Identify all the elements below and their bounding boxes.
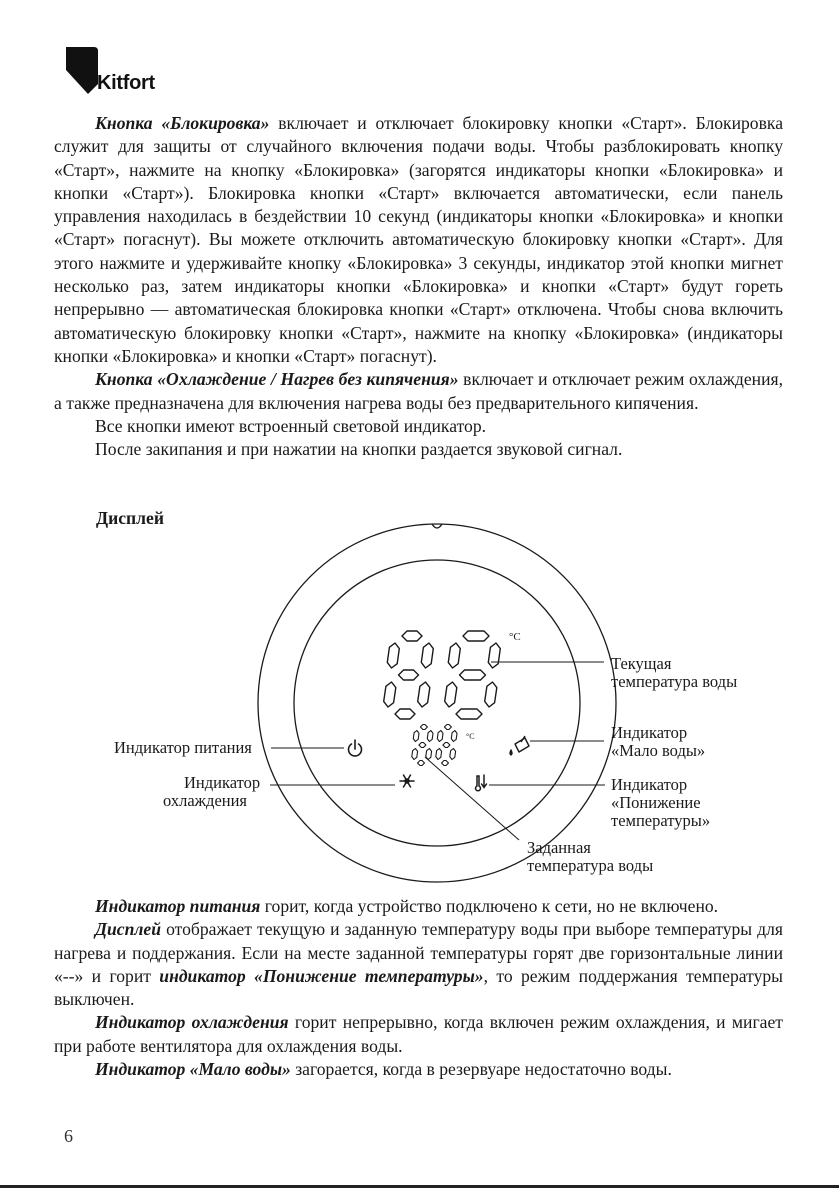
temperature-down-icon [476,775,487,791]
small-digit-1-segment [419,743,426,748]
small-digit-1-segment [413,731,419,742]
low-water-icon [510,736,529,755]
top-notch [432,524,442,528]
small-digit-2-segment [451,731,457,742]
paragraph-cooling-button: Кнопка «Охлаждение / Нагрев без кипячения» включает и отключает режим охлаждения, а также предназначена для включения нагрева воды без предварительного кипячения. [54,369,783,413]
page-number: 6 [64,1126,73,1146]
label-temp-down-3: температуры» [611,811,711,830]
brand-name: Kitfort [97,72,155,94]
label-temp-down-2: «Понижение [611,793,701,812]
label-set-temp-2: температура воды [527,856,654,875]
display-inner-ring [294,560,580,846]
small-digit-2-segment [436,749,442,760]
small-digit-2-segment [444,725,451,730]
big-digit-2-segment [448,643,460,668]
big-digit-1-segment [402,631,422,641]
bottom-paragraph: Индикатор «Мало воды» загорается, когда в резервуаре недостаточно воды. [95,1059,672,1080]
current-temperature-digits [384,631,501,719]
leader-set-temp [425,757,519,840]
big-digit-2-segment [488,643,500,668]
power-icon [349,740,362,756]
small-digit-2-segment [450,749,456,760]
bottom-paragraph: Индикатор охлаждения горит непрерывно, когда включен режим охлаждения, и мигает при работе вентилятора для охлаждения воды. [54,1012,783,1056]
small-digit-1-segment [412,749,418,760]
paragraph-lock-button: Кнопка «Блокировка» включает и отключает блокировку кнопки «Старт». Блокировка служит для защиты от случайного включения подачи воды. Чтобы разблокировать кнопку «Старт», нажмите на кнопку «Блокировка» (загорятся индикаторы кнопки «Блокировка» и кнопки «Старт»). Блокировка кнопки «Старт» включается автоматически, если панель управления находилась в бездействии 10 секунд (индикаторы кнопки «Блокировка» и кнопки «Старт» погаснут). Вы можете отключить автоматическую блокировку кнопки «Старт». Для этого нажмите и удерживайте кнопку «Блокировка» 3 секунды, индикатор этой кнопки мигнет несколько раз, затем индикаторы кнопки «Блокировка» и кнопки «Старт» будут гореть непрерывно — автоматическая блокировка кнопки «Старт» отключена. Чтобы снова включить автоматическую блокировку кнопки «Старт», нажмите на кнопку «Блокировка» (индикаторы кнопки «Блокировка» и кнопки «Старт» погаснут). [54,113,784,366]
big-digit-2-segment [485,682,497,707]
big-digit-1-segment [418,682,430,707]
big-digit-1-segment [387,643,399,668]
display-outer-ring [258,524,616,882]
bottom-text-block [54,895,783,1081]
set-temperature-digits [412,725,457,766]
big-digit-1-segment [384,682,396,707]
bottom-paragraph: Дисплей отображает текущую и заданную температуру воды при выборе температуры для нагрева и поддержания. Если на месте заданной температуры горят две горизонтальные линии «--» и горит индикатор «Понижение температуры», то режим поддержания температуры выключен. [54,919,783,1010]
label-cooling: Индикатор [184,773,261,792]
small-digit-2-segment [437,731,443,742]
big-digit-1-segment [399,670,419,680]
label-set-temp: Заданная [527,838,591,857]
small-digit-1-segment [426,749,432,760]
unit-main: °C [509,631,521,643]
small-digit-1-segment [420,725,427,730]
bottom-paragraph: Индикатор питания горит, когда устройство подключено к сети, но не включено. [95,896,719,916]
label-low-water: Индикатор [611,723,688,742]
small-digit-2-segment [442,761,449,766]
section-title-display: Дисплей [96,508,165,528]
unit-small: °C [466,732,475,741]
label-cooling-2: охлаждения [163,791,248,810]
label-low-water-2: «Мало воды» [611,741,706,760]
big-digit-2-segment [460,670,486,680]
label-current-temp-2: температура воды [611,672,738,691]
label-power: Индикатор питания [114,738,252,757]
snowflake-icon [400,775,414,787]
small-digit-1-segment [427,731,433,742]
top-text-block [54,112,783,461]
label-current-temp: Текущая [611,654,672,673]
big-digit-1-segment [395,709,415,719]
big-digit-2-segment [463,631,489,641]
label-temp-down: Индикатор [611,775,688,794]
small-digit-2-segment [443,743,450,748]
paragraph-sound: После закипания и при нажатии на кнопки раздается звуковой сигнал. [95,439,623,460]
big-digit-2-segment [456,709,482,719]
small-digit-1-segment [418,761,425,766]
bottom-rule [0,1185,839,1188]
big-digit-1-segment [421,643,433,668]
big-digit-2-segment [445,682,457,707]
paragraph-buttons-indicator: Все кнопки имеют встроенный световой индикатор. [95,415,487,436]
